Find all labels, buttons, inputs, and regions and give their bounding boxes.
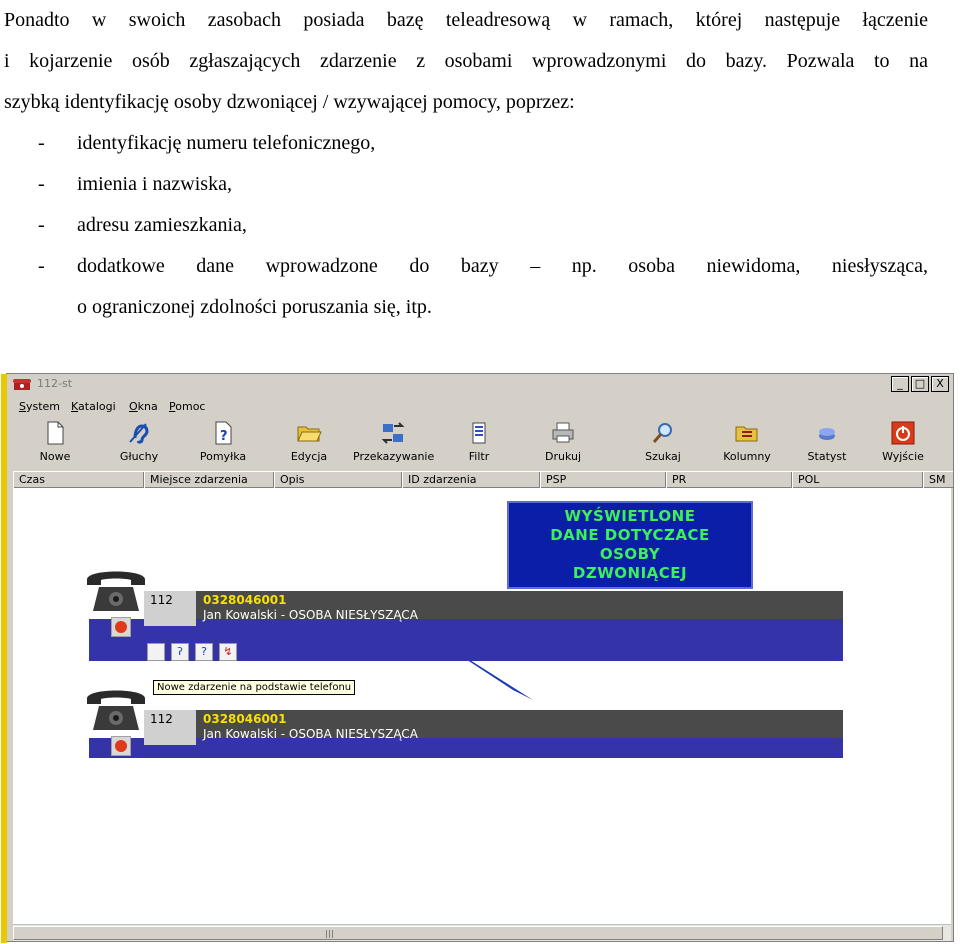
- filter-icon: [466, 420, 492, 446]
- feature-list: [0, 123, 960, 328]
- end-call-button[interactable]: [111, 736, 131, 756]
- column-id[interactable]: ID zdarzenia: [402, 472, 540, 488]
- exit-icon: [890, 420, 916, 446]
- transfer-button[interactable]: Przekazywanie: [353, 420, 433, 463]
- menu-katalogi[interactable]: Katalogi: [71, 400, 116, 413]
- transfer-icon[interactable]: ↯: [219, 643, 237, 661]
- call-actions-bar: [89, 738, 843, 758]
- incoming-call-panel[interactable]: [89, 710, 843, 760]
- caller-phone: 0328046001: [203, 593, 287, 607]
- paragraph-line: i kojarzenie osób zgłaszających zdarzenie z osobami wprowadzonymi do bazy. Pozwala to na: [4, 50, 928, 72]
- stop-icon: [115, 740, 127, 752]
- deaf-button[interactable]: Głuchy: [99, 420, 179, 463]
- statistics-icon: [814, 420, 840, 446]
- statistics-button[interactable]: Statyst: [787, 420, 867, 463]
- column-czas[interactable]: Czas: [13, 472, 144, 488]
- incoming-call-panel[interactable]: [89, 591, 843, 663]
- column-opis[interactable]: Opis: [274, 472, 402, 488]
- line-number: 112: [144, 710, 196, 745]
- document-text: [0, 0, 960, 328]
- tooltip: Nowe zdarzenie na podstawie telefonu: [153, 680, 355, 695]
- line-number: 112: [144, 591, 196, 626]
- caller-phone: 0328046001: [203, 712, 287, 726]
- stop-icon: [115, 621, 127, 633]
- app-window: [6, 373, 954, 942]
- call-action-icons: [147, 643, 237, 661]
- svg-text:?: ?: [220, 429, 228, 444]
- column-pol[interactable]: POL: [792, 472, 923, 488]
- magnifier-icon: [650, 420, 676, 446]
- column-sm[interactable]: SM: [923, 472, 953, 488]
- list-item: - adresu zamieszkania,: [38, 214, 247, 236]
- paragraph-line: szybką identyfikację osoby dzwoniącej / wzywającej pomocy, poprzez:: [4, 91, 575, 113]
- telephone-icon: [83, 682, 149, 740]
- menu-system[interactable]: System: [19, 400, 61, 413]
- column-miejsce[interactable]: Miejsce zdarzenia: [144, 472, 274, 488]
- horizontal-scrollbar[interactable]: [13, 924, 951, 941]
- callout-pointer: [13, 488, 951, 924]
- deaf-ear-icon: [126, 420, 152, 446]
- question-document-icon: [210, 420, 236, 446]
- close-button[interactable]: X: [931, 376, 949, 392]
- list-item: - dodatkowe dane wprowadzone do bazy – np. osoba niewidoma, niesłysząca, o ograniczonej zdolności poruszania się, itp.: [38, 255, 928, 318]
- columns-button[interactable]: Kolumny: [707, 420, 787, 463]
- columns-icon: [734, 420, 760, 446]
- filter-button[interactable]: Filtr: [439, 420, 519, 463]
- list-item: - imienia i nazwiska,: [38, 173, 232, 195]
- telephone-icon: [13, 377, 31, 391]
- column-header: [13, 471, 953, 488]
- maximize-button[interactable]: □: [911, 376, 929, 392]
- print-button[interactable]: Drukuj: [523, 420, 603, 463]
- end-call-button[interactable]: [111, 617, 131, 637]
- caller-name: Jan Kowalski - OSOBA NIESŁYSZĄCA: [203, 608, 418, 622]
- caller-name: Jan Kowalski - OSOBA NIESŁYSZĄCA: [203, 727, 418, 741]
- mistake-button[interactable]: ? Pomyłka: [183, 420, 263, 463]
- minimize-button[interactable]: _: [891, 376, 909, 392]
- folder-open-icon: [296, 420, 322, 446]
- window-controls: [891, 376, 949, 392]
- info-callout: WYŚWIETLONE DANE DOTYCZACE OSOBY DZWONIĄCEJ: [507, 501, 753, 589]
- exit-button[interactable]: Wyjście: [863, 420, 943, 463]
- new-button[interactable]: Nowe: [15, 420, 95, 463]
- new-document-icon: [42, 420, 68, 446]
- intro-paragraph: [0, 0, 960, 123]
- column-psp[interactable]: PSP: [540, 472, 666, 488]
- new-document-icon[interactable]: [147, 643, 165, 661]
- edit-button[interactable]: Edycja: [269, 420, 349, 463]
- search-button[interactable]: Szukaj: [623, 420, 703, 463]
- deaf-ear-icon[interactable]: ʔ: [171, 643, 189, 661]
- menu-bar: [7, 396, 953, 416]
- question-document-icon[interactable]: ?: [195, 643, 213, 661]
- printer-icon: [550, 420, 576, 446]
- toolbar: [7, 416, 953, 468]
- title-bar: [7, 374, 953, 395]
- calls-area: [13, 488, 951, 924]
- telephone-icon: [83, 563, 149, 621]
- scrollbar-thumb[interactable]: [13, 926, 943, 940]
- grip-icon: [326, 930, 334, 938]
- window-title: 112-st: [37, 377, 73, 390]
- list-item: - identyfikację numeru telefonicznego,: [38, 132, 376, 154]
- transfer-icon: [380, 420, 406, 446]
- menu-okna[interactable]: Okna: [129, 400, 158, 413]
- column-pr[interactable]: PR: [666, 472, 792, 488]
- menu-pomoc[interactable]: Pomoc: [169, 400, 206, 413]
- paragraph-line: Ponadto w swoich zasobach posiada bazę teleadresową w ramach, której następuje łączenie: [4, 9, 928, 31]
